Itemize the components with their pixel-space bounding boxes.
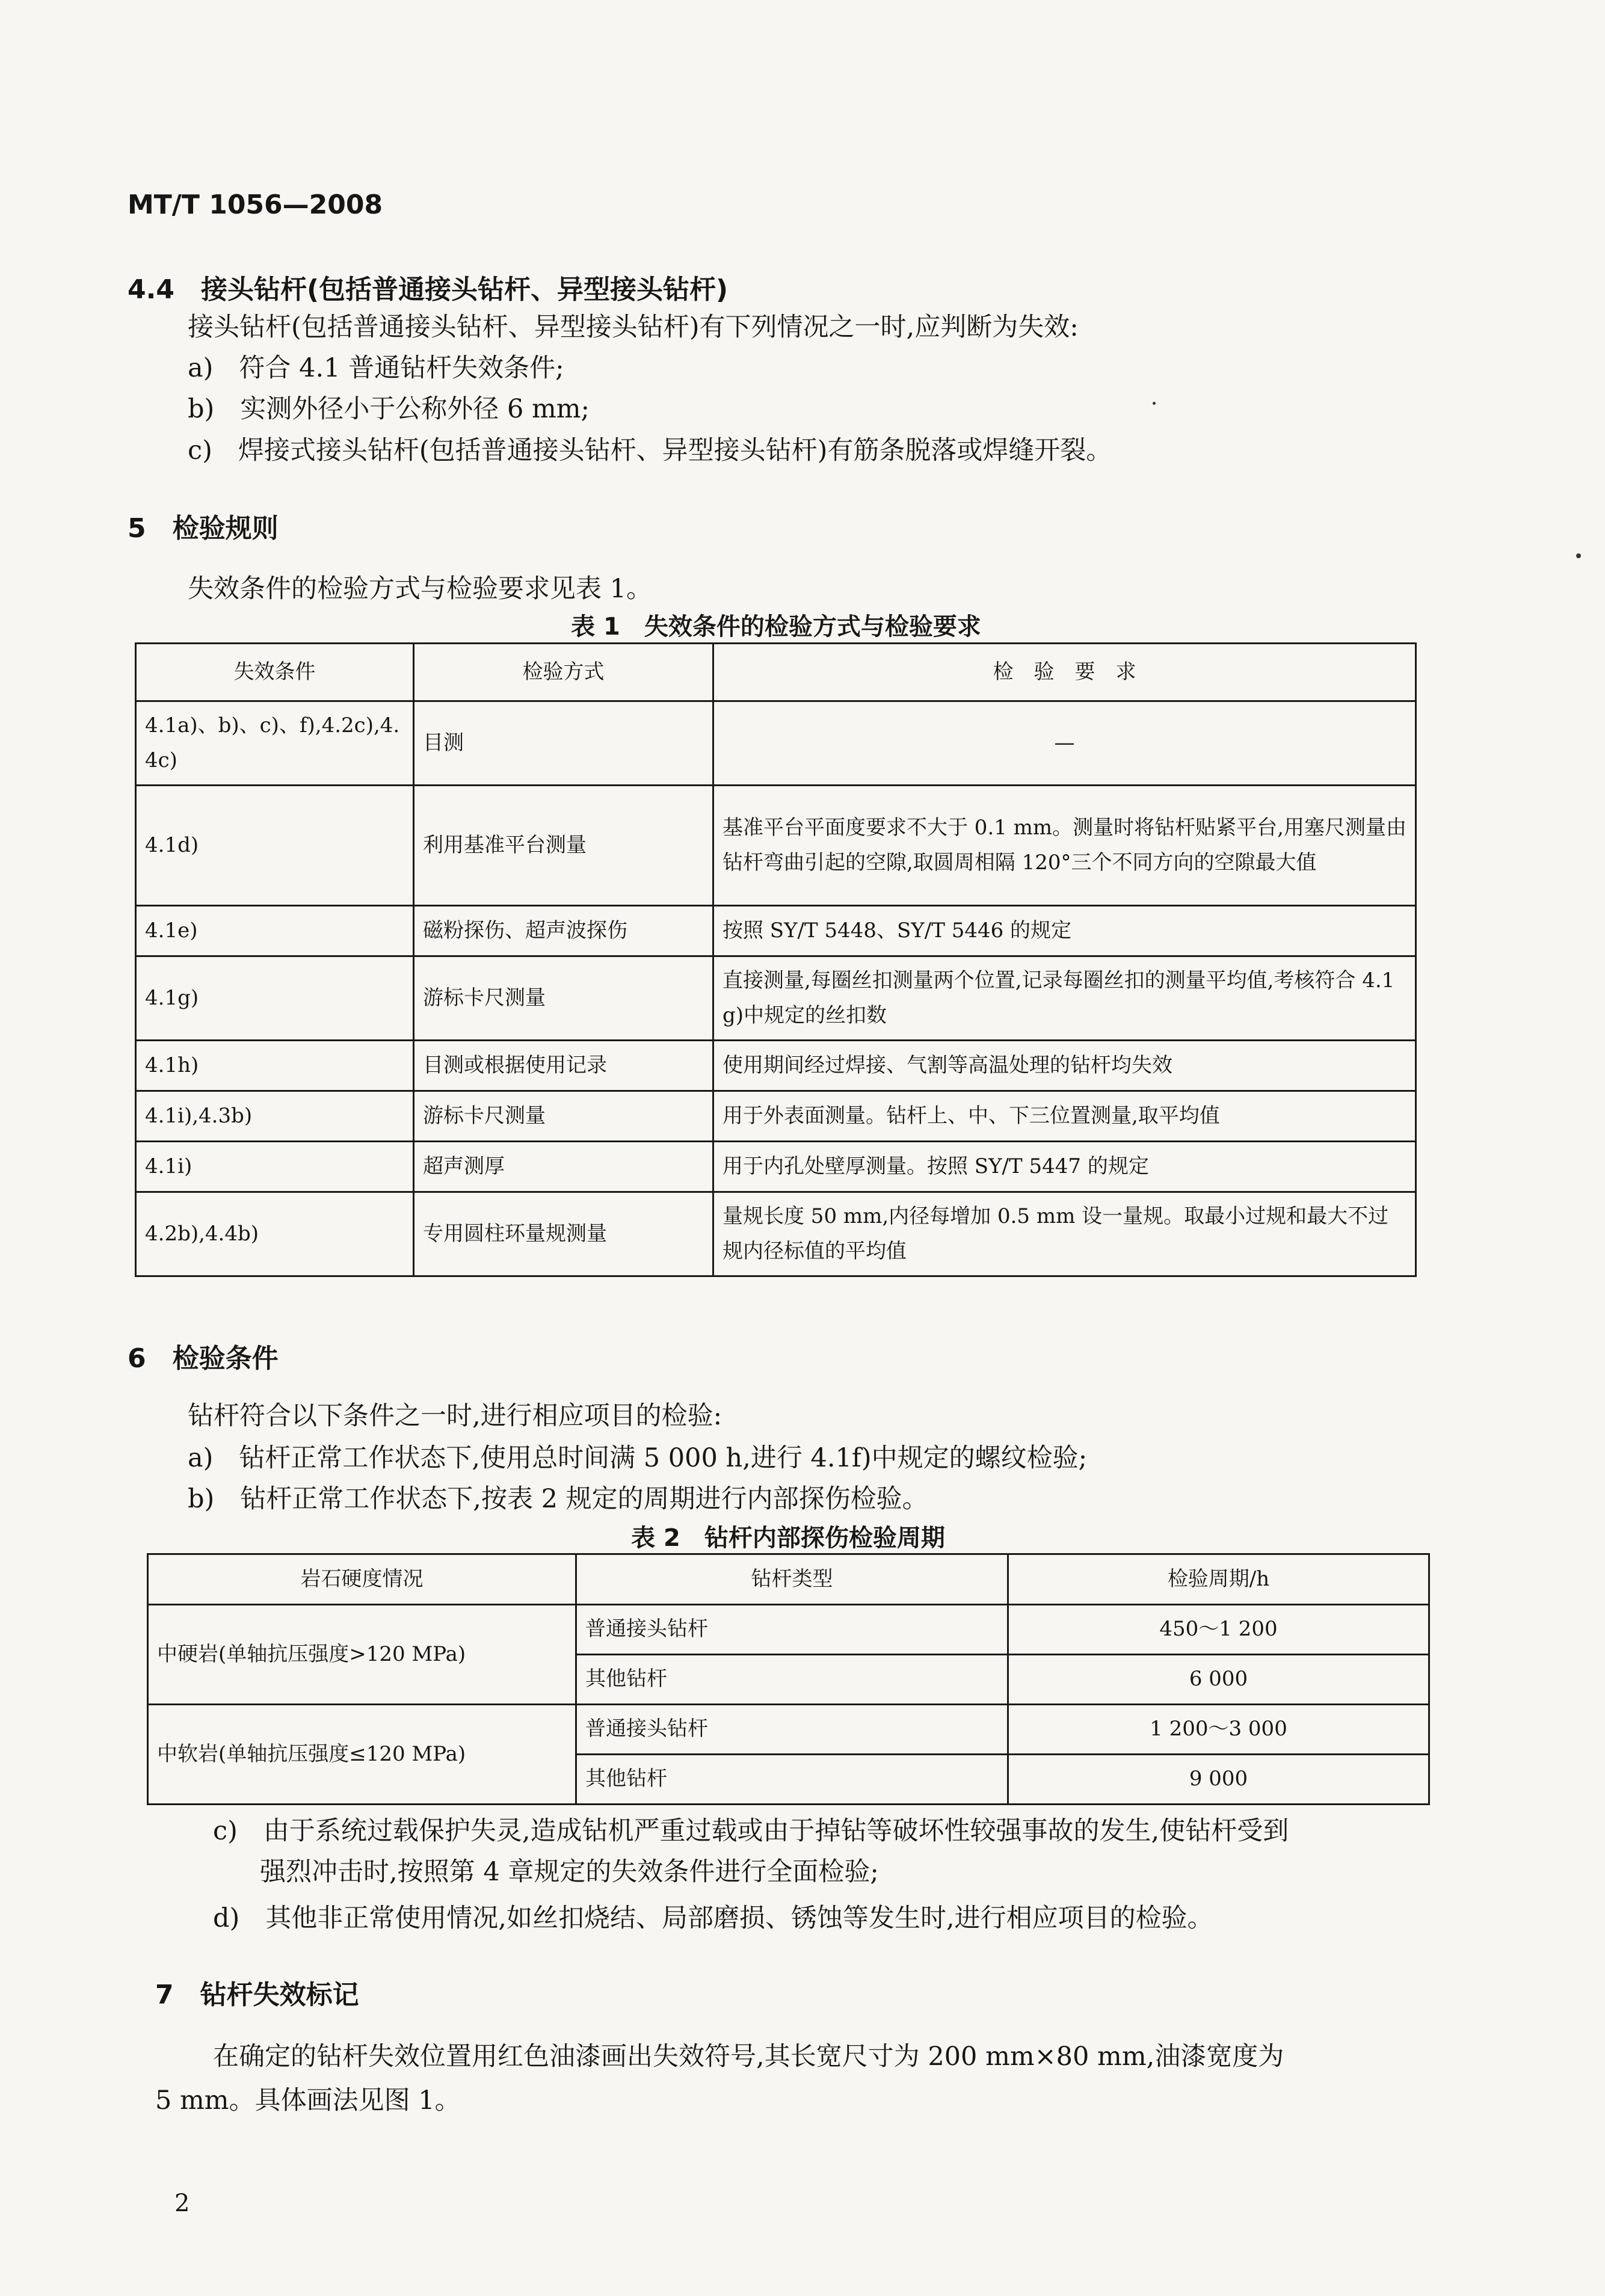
table-2-header: 岩石硬度情况 <box>148 1554 576 1605</box>
section-4-4-title: 4.4 接头钻杆(包括普通接头钻杆、异型接头钻杆) <box>128 274 729 305</box>
table-1-cell: 游标卡尺测量 <box>414 956 713 1041</box>
table-1-cell: 游标卡尺测量 <box>414 1091 713 1142</box>
table-2-rock-cell: 中软岩(单轴抗压强度≤120 MPa) <box>148 1705 576 1805</box>
table-1-caption: 表 1 失效条件的检验方式与检验要求 <box>571 613 981 641</box>
section-4-4-item-a: a) 符合 4.1 普通钻杆失效条件; <box>188 353 564 383</box>
table-2-header: 检验周期/h <box>1008 1554 1429 1605</box>
table-1-cell: 超声测厚 <box>414 1142 713 1192</box>
table-1-cell: 4.1a)、b)、c)、f),4.2c),4.4c) <box>136 701 414 786</box>
table-1-cell: — <box>713 701 1416 786</box>
section-6-item-a: a) 钻杆正常工作状态下,使用总时间满 5 000 h,进行 4.1f)中规定的螺纹检验; <box>188 1443 1088 1473</box>
table-1-cell: 4.1i) <box>136 1142 414 1192</box>
page-number: 2 <box>174 2190 190 2217</box>
scan-speck <box>1153 402 1156 405</box>
table-1-cell: 直接测量,每圈丝扣测量两个位置,记录每圈丝扣的测量平均值,考核符合 4.1g)中规定的丝扣数 <box>713 956 1416 1041</box>
table-1-cell: 专用圆柱环量规测量 <box>414 1192 713 1276</box>
section-7-line-1: 在确定的钻杆失效位置用红色油漆画出失效符号,其长宽尺寸为 200 mm×80 mm,油漆宽度为 <box>213 2042 1284 2072</box>
section-7-line-2: 5 mm。具体画法见图 1。 <box>155 2085 461 2116</box>
table-1 <box>135 642 1417 1277</box>
table-2-cell: 其他钻杆 <box>576 1655 1008 1705</box>
section-4-4-item-c: c) 焊接式接头钻杆(包括普通接头钻杆、异型接头钻杆)有筋条脱落或焊缝开裂。 <box>188 436 1112 466</box>
standard-number: MT/T 1056—2008 <box>128 189 383 220</box>
section-6-title: 6 检验条件 <box>128 1343 279 1374</box>
table-2-cell: 普通接头钻杆 <box>576 1705 1008 1755</box>
table-2-cell: 1 200～3 000 <box>1008 1705 1429 1755</box>
section-6-item-d: d) 其他非正常使用情况,如丝扣烧结、局部磨损、锈蚀等发生时,进行相应项目的检验。 <box>213 1903 1213 1933</box>
section-5-title: 5 检验规则 <box>128 513 279 544</box>
table-1-cell: 4.1d) <box>136 786 414 906</box>
section-4-4-item-b: b) 实测外径小于公称外径 6 mm; <box>188 394 590 424</box>
section-6-item-c-line-2: 强烈冲击时,按照第 4 章规定的失效条件进行全面检验; <box>260 1857 879 1887</box>
section-6-intro: 钻杆符合以下条件之一时,进行相应项目的检验: <box>188 1401 722 1431</box>
table-2-cell: 其他钻杆 <box>576 1755 1008 1805</box>
table-2-cell: 普通接头钻杆 <box>576 1605 1008 1655</box>
table-1-cell: 4.1i),4.3b) <box>136 1091 414 1142</box>
table-2-cell: 6 000 <box>1008 1655 1429 1705</box>
section-6-item-b: b) 钻杆正常工作状态下,按表 2 规定的周期进行内部探伤检验。 <box>188 1484 928 1514</box>
table-1-cell: 使用期间经过焊接、气割等高温处理的钻杆均失效 <box>713 1041 1416 1091</box>
table-1-cell: 4.1e) <box>136 906 414 956</box>
table-1-header: 失效条件 <box>136 644 414 701</box>
table-2-rock-cell: 中硬岩(单轴抗压强度>120 MPa) <box>148 1605 576 1705</box>
table-1-cell: 4.2b),4.4b) <box>136 1192 414 1276</box>
table-1-cell: 目测 <box>414 701 713 786</box>
table-2 <box>147 1553 1430 1805</box>
table-1-cell: 4.1h) <box>136 1041 414 1091</box>
table-1-cell: 基准平台平面度要求不大于 0.1 mm。测量时将钻杆贴紧平台,用塞尺测量由钻杆弯曲引起的空隙,取圆周相隔 120°三个不同方向的空隙最大值 <box>713 786 1416 906</box>
scan-speck <box>1576 553 1581 558</box>
table-2-cell: 450～1 200 <box>1008 1605 1429 1655</box>
table-1-header: 检验方式 <box>414 644 713 701</box>
table-1-cell: 用于外表面测量。钻杆上、中、下三位置测量,取平均值 <box>713 1091 1416 1142</box>
table-2-header: 钻杆类型 <box>576 1554 1008 1605</box>
section-4-4-intro: 接头钻杆(包括普通接头钻杆、异型接头钻杆)有下列情况之一时,应判断为失效: <box>188 312 1079 342</box>
table-1-cell: 用于内孔处壁厚测量。按照 SY/T 5447 的规定 <box>713 1142 1416 1192</box>
table-1-cell: 利用基准平台测量 <box>414 786 713 906</box>
table-1-cell: 按照 SY/T 5448、SY/T 5446 的规定 <box>713 906 1416 956</box>
table-1-cell: 4.1g) <box>136 956 414 1041</box>
table-2-caption: 表 2 钻杆内部探伤检验周期 <box>631 1524 945 1552</box>
table-2-cell: 9 000 <box>1008 1755 1429 1805</box>
section-7-title: 7 钻杆失效标记 <box>155 1980 359 2010</box>
table-1-header: 检 验 要 求 <box>713 644 1416 701</box>
section-5-intro: 失效条件的检验方式与检验要求见表 1。 <box>188 574 653 604</box>
table-1-cell: 量规长度 50 mm,内径每增加 0.5 mm 设一量规。取最小过规和最大不过规内径标值的平均值 <box>713 1192 1416 1276</box>
table-1-cell: 磁粉探伤、超声波探伤 <box>414 906 713 956</box>
table-1-cell: 目测或根据使用记录 <box>414 1041 713 1091</box>
section-6-item-c-line-1: c) 由于系统过载保护失灵,造成钻机严重过载或由于掉钻等破坏性较强事故的发生,使钻杆受到 <box>213 1816 1289 1846</box>
